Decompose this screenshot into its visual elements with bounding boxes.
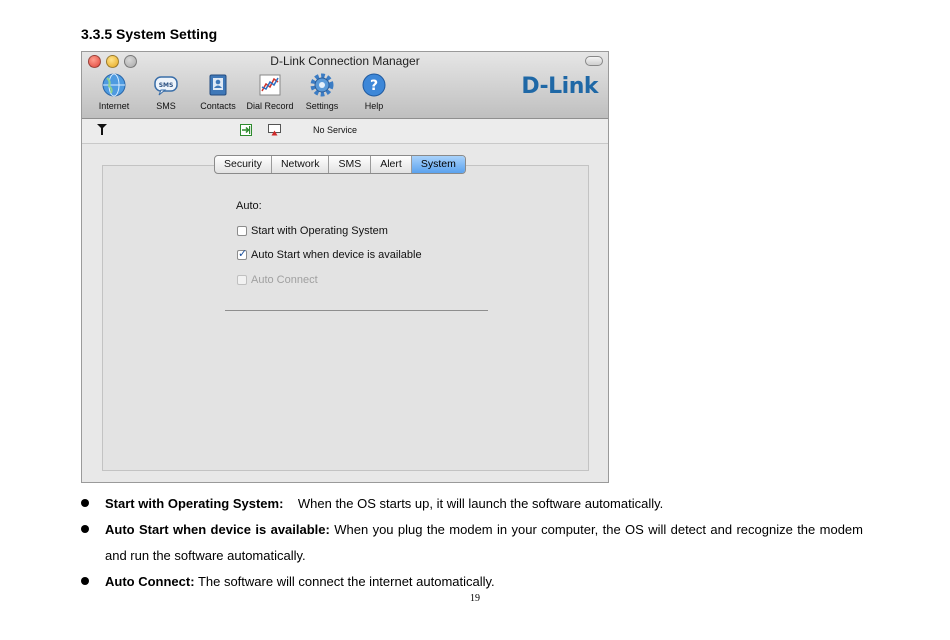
bullet-text: When the OS starts up, it will launch the software automatically. (297, 496, 664, 511)
toolbar-sms-button[interactable] (140, 72, 192, 111)
signal-antenna-icon (96, 123, 108, 137)
option-label: Start with Operating System (251, 225, 388, 237)
bullet-term: Start with Operating System: (105, 496, 284, 511)
chart-icon (257, 72, 283, 98)
settings-panel (102, 165, 589, 471)
disconnect-icon[interactable] (268, 124, 281, 138)
auto-connect-checkbox (237, 275, 247, 285)
description-list (81, 491, 863, 595)
status-bar (82, 119, 608, 144)
sms-bubble-icon (153, 72, 179, 98)
window-title: D-Link Connection Manager (270, 54, 420, 68)
auto-connect-option (237, 274, 318, 286)
toolbar-internet-button[interactable] (88, 72, 140, 111)
toolbar-label: Contacts (200, 101, 236, 111)
auto-start-option[interactable] (237, 249, 422, 261)
gear-icon (309, 72, 335, 98)
tab-alert[interactable]: Alert (371, 156, 412, 173)
option-label: Auto Start when device is available (251, 249, 422, 261)
list-item (81, 569, 863, 595)
globe-icon (101, 72, 127, 98)
address-book-icon (205, 72, 231, 98)
window-titlebar (82, 52, 608, 119)
auto-start-checkbox[interactable] (237, 250, 247, 260)
brand-logo: D-Link (521, 74, 598, 99)
bullet-text: When you plug the modem in your computer, the OS will detect and recognize the modem and run the software automatically. (105, 522, 863, 563)
toolbar-label: Internet (98, 101, 130, 111)
toolbar-help-button[interactable] (348, 72, 400, 111)
list-item (81, 517, 863, 569)
tab-system[interactable]: System (412, 156, 465, 173)
tab-security[interactable]: Security (215, 156, 272, 173)
main-toolbar (88, 72, 400, 111)
start-with-os-option[interactable] (237, 225, 388, 237)
svg-text:SMS: SMS (158, 82, 174, 89)
toolbar-settings-button[interactable] (296, 72, 348, 111)
tab-sms[interactable]: SMS (329, 156, 371, 173)
connection-manager-window (81, 51, 609, 483)
toolbar-label: Settings (305, 101, 339, 111)
auto-section-label: Auto: (236, 200, 262, 212)
section-title: 3.3.5 System Setting (81, 26, 218, 42)
start-with-os-checkbox[interactable] (237, 226, 247, 236)
list-item (81, 491, 863, 517)
help-icon (361, 72, 387, 98)
bullet-term: Auto Connect: (105, 574, 195, 589)
toolbar-dial-record-button[interactable] (244, 72, 296, 111)
svg-text:?: ? (369, 78, 379, 94)
toolbar-label: Help (364, 101, 384, 111)
toolbar-contacts-button[interactable] (192, 72, 244, 111)
settings-tabs (214, 155, 466, 174)
network-status-text: No Service (313, 125, 358, 135)
toolbar-label: Dial Record (246, 101, 294, 111)
divider (225, 310, 488, 311)
page-number: 19 (470, 593, 480, 604)
bullet-text: The software will connect the internet automatically. (197, 574, 495, 589)
toolbar-toggle-button[interactable] (585, 56, 603, 66)
toolbar-label: SMS (156, 101, 176, 111)
bullet-term: Auto Start when device is available: (105, 522, 330, 537)
connect-icon[interactable] (240, 124, 252, 138)
tab-network[interactable]: Network (272, 156, 330, 173)
option-label: Auto Connect (251, 274, 318, 286)
